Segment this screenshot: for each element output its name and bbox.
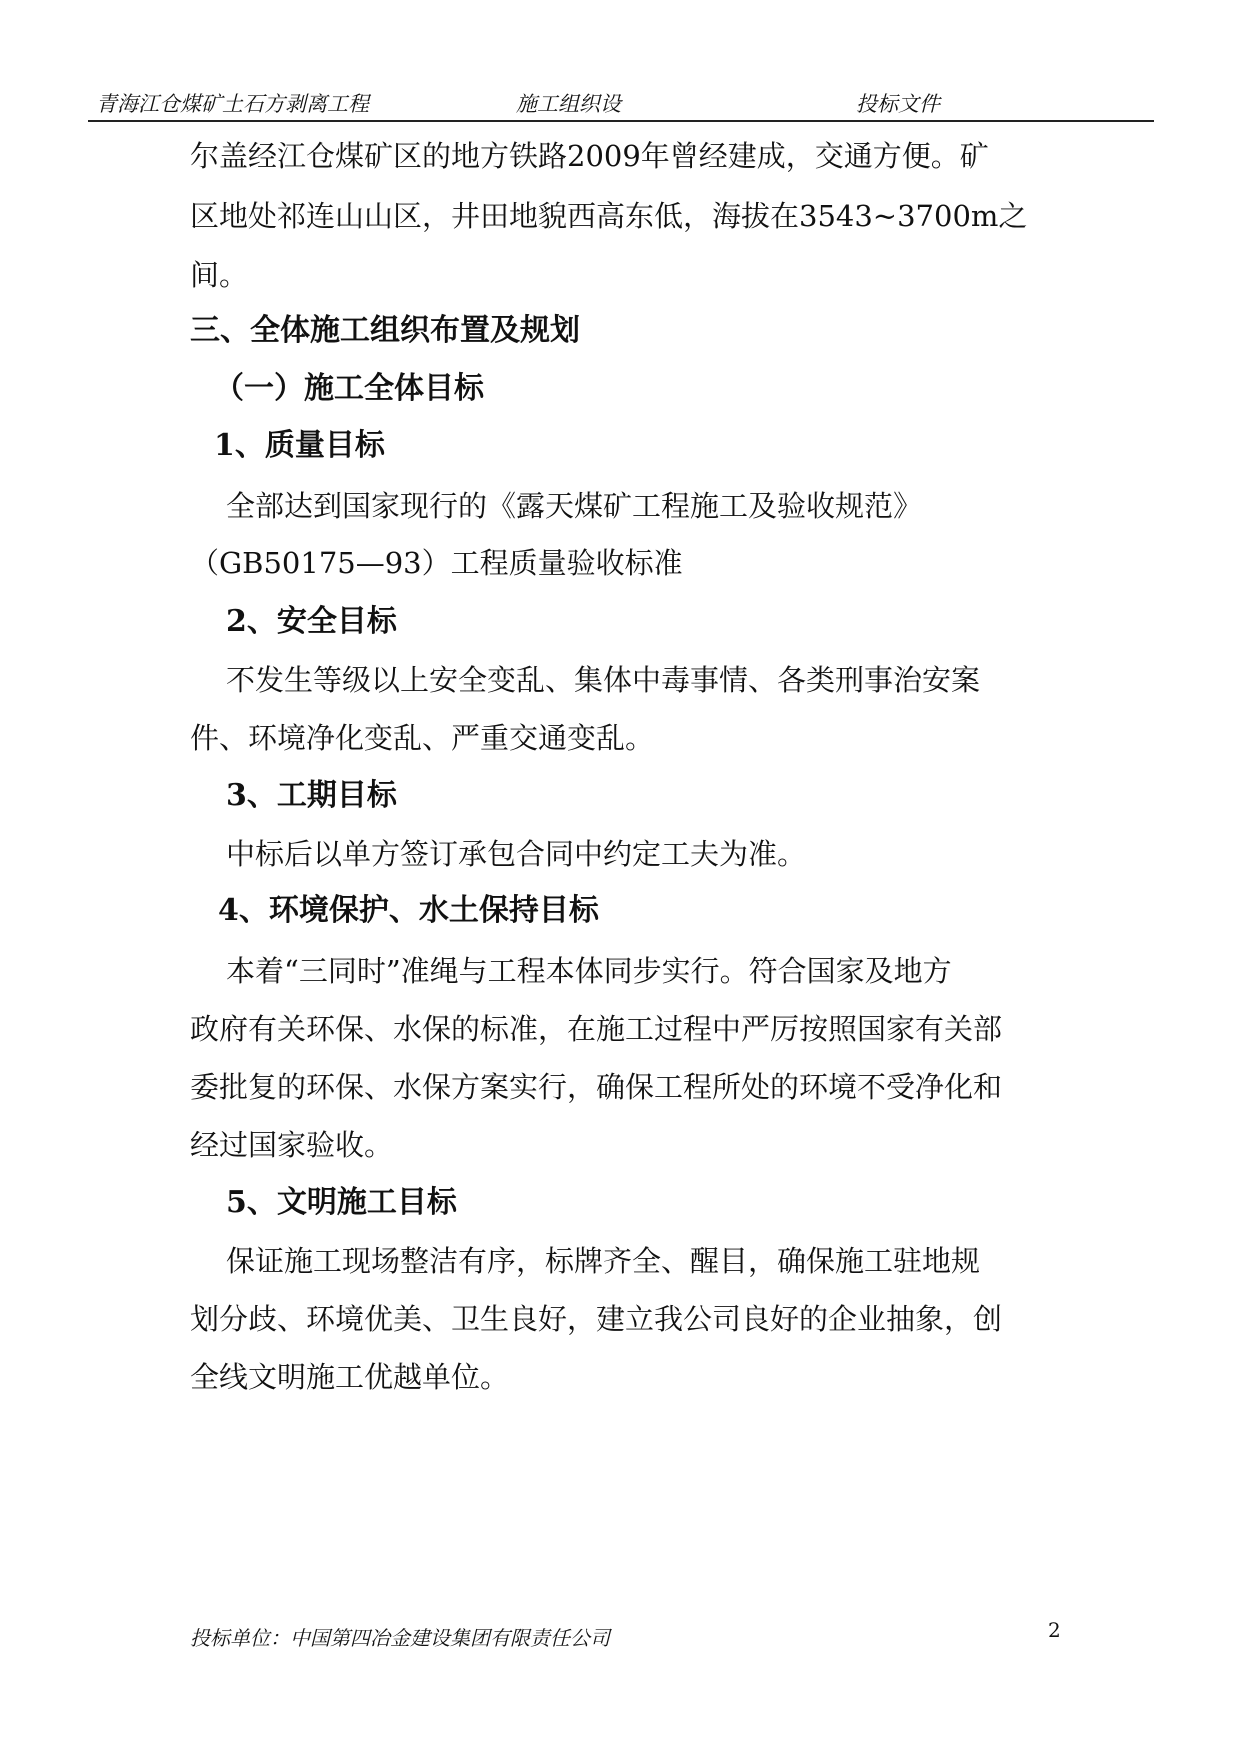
subsection-heading: （一）施工全体目标 — [214, 371, 484, 406]
environment-text-line: 本着“三同时”准绳与工程本体同步实行。符合国家及地方 — [226, 954, 952, 988]
quality-text-line: （GB50175—93）工程质量验收标准 — [190, 546, 683, 580]
goal-heading-environment: 4、环境保护、水土保持目标 — [218, 893, 599, 928]
safety-text-line: 不发生等级以上安全变乱、集体中毒事情、各类刑事治安案 — [226, 663, 981, 697]
environment-text-line: 委批复的环保、水保方案实行，确保工程所处的环境不受净化和 — [190, 1070, 1003, 1104]
footer-bidder: 投标单位：中国第四冶金建设集团有限责任公司 — [190, 1626, 610, 1650]
header-section-name: 施工组织设 — [516, 92, 621, 116]
safety-text-line: 件、环境净化变乱、严重交通变乱。 — [190, 721, 655, 755]
page-number: 2 — [1048, 1618, 1061, 1642]
civilized-text-line: 划分歧、环境优美、卫生良好，建立我公司良好的企业抽象，创 — [190, 1302, 1003, 1336]
civilized-text-line: 全线文明施工优越单位。 — [190, 1360, 510, 1394]
header-project-name: 青海江仓煤矿土石方剥离工程 — [96, 92, 369, 116]
goal-heading-quality: 1、质量目标 — [214, 428, 385, 463]
header-document-type: 投标文件 — [856, 92, 940, 116]
schedule-text-line: 中标后以单方签订承包合同中约定工夫为准。 — [226, 837, 807, 871]
paragraph-line: 间。 — [190, 258, 249, 292]
environment-text-line: 经过国家验收。 — [190, 1128, 394, 1162]
section-heading: 三、全体施工组织布置及规划 — [190, 313, 580, 348]
quality-text-line: 全部达到国家现行的《露天煤矿工程施工及验收规范》 — [226, 489, 923, 523]
page-header — [88, 86, 1154, 122]
goal-heading-safety: 2、安全目标 — [226, 604, 397, 639]
goal-heading-schedule: 3、工期目标 — [226, 778, 397, 813]
paragraph-line: 尔盖经江仓煤矿区的地方铁路2009年曾经建成，交通方便。矿 — [190, 139, 989, 173]
environment-text-line: 政府有关环保、水保的标准，在施工过程中严厉按照国家有关部 — [190, 1012, 1003, 1046]
paragraph-line: 区地处祁连山山区，井田地貌西高东低，海拔在3543~3700m之 — [190, 199, 1028, 233]
goal-heading-civilized-construction: 5、文明施工目标 — [226, 1185, 457, 1220]
civilized-text-line: 保证施工现场整洁有序，标牌齐全、醒目，确保施工驻地规 — [226, 1244, 981, 1278]
